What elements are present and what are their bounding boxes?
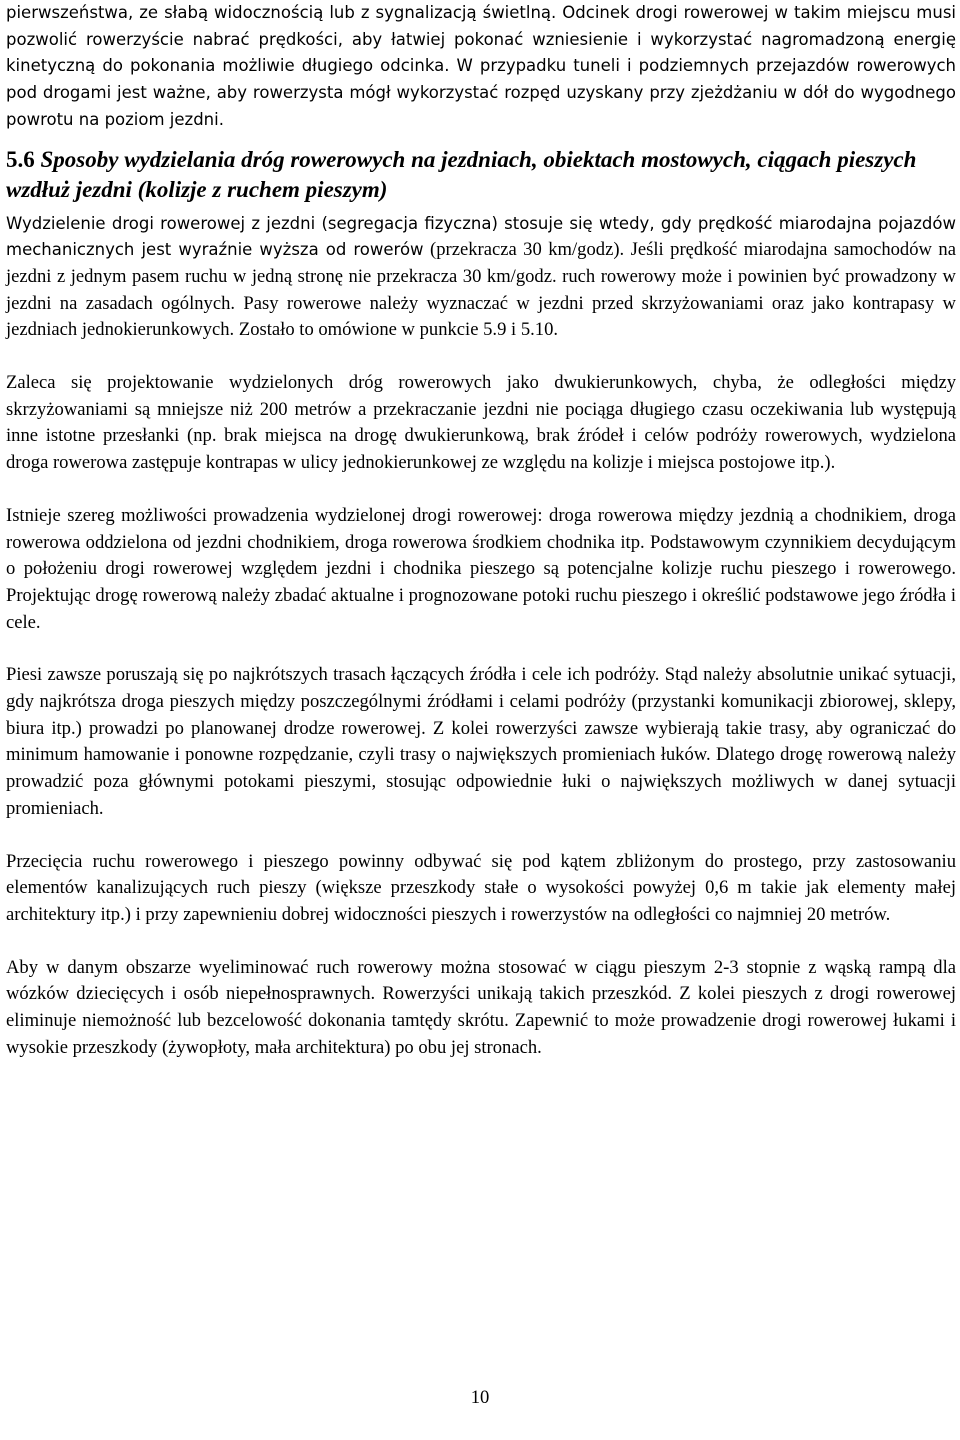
section-title: Sposoby wydzielania dróg rowerowych na jezdniach, obiektach mostowych, ciągach pieszych wzdłuż jezdni (kolizje z ruchem pieszym) [6,146,917,202]
page-number: 10 [470,1387,490,1408]
paragraph-acceleration-tunnels: pierwszeństwa, ze słabą widocznością lub z sygnalizacją świetlną. Odcinek drogi rowerowej w takim miejscu musi pozwolić rowerzyście nabrać prędkości, aby łatwiej pokonać wzniesienie i wykorzystać nagromadzoną energię kinetyczną do pokonania możliwie długiego odcinka. W przypadku tuneli i podziemnych przejazdów rowerowych pod drogami jest ważne, aby rowerzysta mógł wykorzystać rozpęd uzyskany przy zjeżdżaniu w dół do wygodnego powrotu na poziom jezdni. [6,3,956,129]
paragraph-eliminating-traffic: Aby w danym obszarze wyeliminować ruch rowerowy można stosować w ciągu pieszym 2-3 stopnie z wąską rampą dla wózków dziecięcych i osób niepełnosprawnych. Rowerzyści unikają takich przeszkód. Z kolei pieszych z drogi rowerowej eliminuje niemożność lub bezcelowość dokonania tamtędy skrótu. Zapewnić to może prowadzenie drogi rowerowej łukami i wysokie przeszkody (żywopłoty, mała architektura) po obu jej stronach. [6,956,956,1058]
paragraph-path-placement: Istnieje szereg możliwości prowadzenia wydzielonej drogi rowerowej: droga rowerowa między jezdnią a chodnikiem, droga rowerowa oddzielona od jezdni chodnikiem, droga rowerowa środkiem chodnika itp. Podstawowym czynnikiem decydującym o położeniu drogi rowerowej względem jezdni i chodnika pieszego są potencjalne kolizje ruchu pieszego i rowerowego. Projektując drogę rowerową należy zbadać aktualne i prognozowane potoki ruchu pieszego i określić podstawowe jego źródła i cele. [6,504,956,633]
section-number: 5.6 [6,146,35,172]
document-page [6,0,956,1062]
paragraph-two-way-paths: Zaleca się projektowanie wydzielonych dróg rowerowych jako dwukierunkowych, chyba, że odległości między skrzyżowaniami są mniejsze niż 200 metrów a przekraczanie jezdni nie pociąga długiego czasu oczekiwania lub występują inne istotne przesłanki (np. brak miejsca na drogę dwukierunkową, brak źródeł i celów podróży rowerowych, wydzielona droga rowerowa zastępuje kontrapas w ulicy jednokierunkowej ze względu na kolizje i miejsca postojowe itp.). [6,372,956,474]
paragraph-crossings: Przecięcia ruchu rowerowego i pieszego powinny odbywać się pod kątem zbliżonym do prostego, przy zastosowaniu elementów kanalizujących ruch pieszy (większe przeszkody stałe o wysokości powyżej 0,6 m takie jak elementy małej architektury itp.) i przy zapewnieniu dobrej widoczności pieszych i rowerzystów na odległości co najmniej 20 metrów. [6,850,956,925]
intro-serif-part: (przekracza 30 km/godz). Jeśli prędkość miarodajna samochodów na jezdni z jednym pasem ruchu w jedną stronę nie przekracza 30 km/godz. ruch rowerowy może i powinien być prowadzony w jezdni na zasadach ogólnych. Pasy rowerowe należy wyznaczać w jezdni przed skrzyżowaniami oraz jako kontrapasy w jezdniach jednokierunkowych. Zostało to omówione w punkcie 5.9 i 5.10. [6,239,956,341]
section-heading [6,134,956,205]
intro-sans-part: Wydzielenie drogi rowerowej z jezdni (segregacja fizyczna) stosuje się wtedy, gdy prędkość miarodajna pojazdów mechanicznych jest wyraźnie wyższa od rowerów [6,213,956,260]
paragraph-pedestrian-routes: Piesi zawsze poruszają się po najkrótszych trasach łączących źródła i cele ich podróży. Stąd należy absolutnie unikać sytuacji, gdy najkrótsza droga pieszych między poszczególnymi źródłami i celami podróży (przystanki komunikacji zbiorowej, sklepy, biura itp.) prowadzi po planowanej drodze rowerowej. Z kolei rowerzyści zawsze wybierają takie trasy, aby ograniczać do minimum hamowanie i ponowne rozpędzanie, czyli trasy o największych promieniach łuków. Dlatego drogę rowerową należy prowadzić poza głównymi potokami pieszymi, stosując odpowiednie łuki o największych możliwych w danej sytuacji promieniach. [6,664,956,819]
paragraph-segregation-intro [6,211,956,345]
